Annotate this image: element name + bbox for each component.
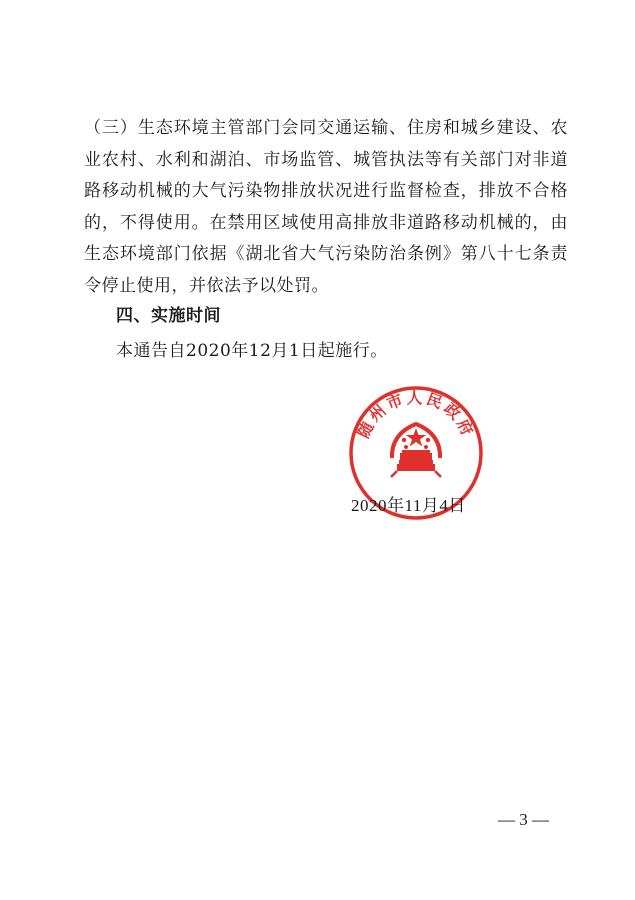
section-heading-implementation-time: 四、实施时间 [116,306,221,326]
issue-date: 2020年11月4日 [351,496,466,515]
paragraph-enforcement: （三）生态环境主管部门会同交通运输、住房和城乡建设、农业农村、水利和湖泊、市场监管、城管执法等有关部门对非道路移动机械的大气污染物排放状况进行监督检查，排放不合格的，不得使用。在禁用区域使用高排放非道路移动机械的，由生态环境部门依据《湖北省大气污染防治条例》第八十七条责令停止使用，并依法予以处罚。 [84,118,568,296]
page-number: — 3 — [498,810,549,829]
effective-date-notice: 本通告自2020年12月1日起施行。 [116,341,388,361]
seal-text: 随州市人民政府 [354,388,478,441]
